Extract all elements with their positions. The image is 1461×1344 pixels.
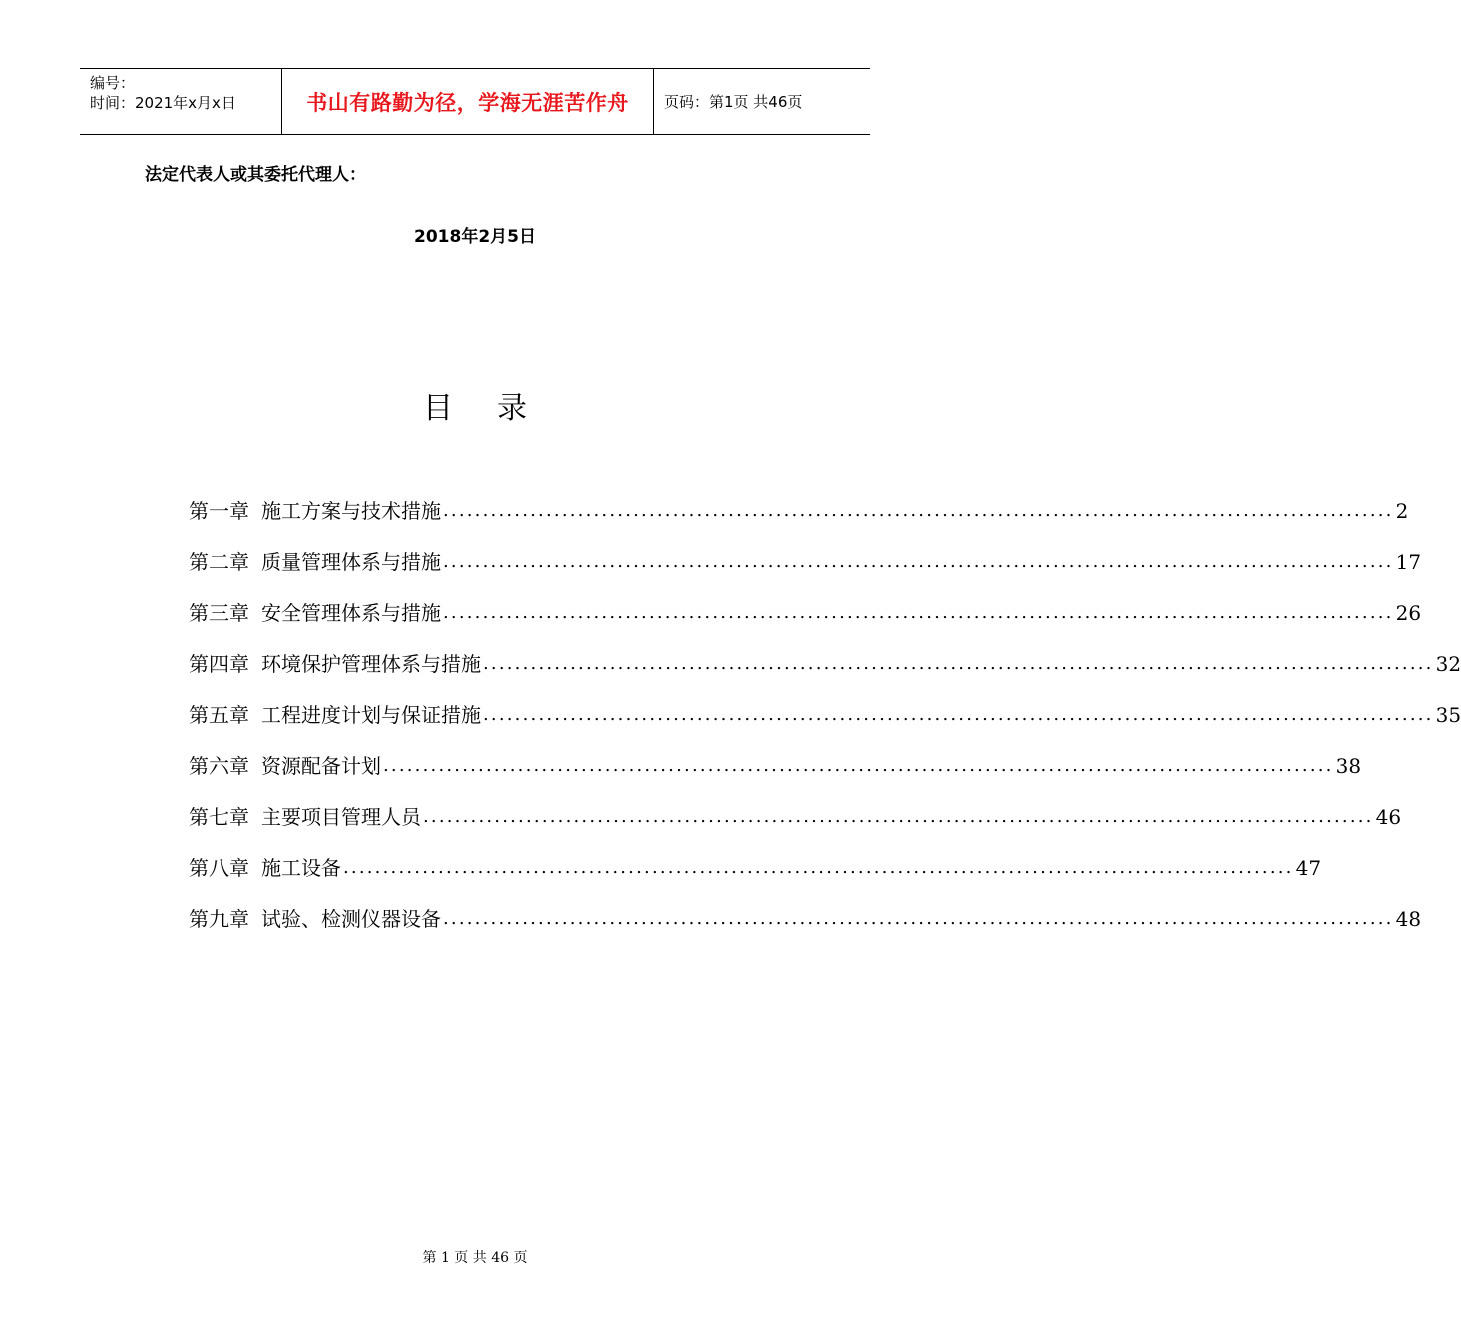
toc-item-title: 试验、检测仪器设备 [261, 907, 441, 931]
toc-page-number: 2 [1395, 499, 1409, 523]
toc-item-title: 施工方案与技术措施 [261, 499, 441, 523]
toc-item[interactable] [189, 751, 1362, 802]
toc-chapter: 第九章 [189, 907, 249, 931]
toc-item-title: 工程进度计划与保证措施 [261, 703, 481, 727]
toc-chapter: 第六章 [189, 754, 249, 778]
toc-dot-leader: ........................................................................................................................ [343, 857, 1294, 878]
toc-page-number: 46 [1375, 805, 1402, 829]
toc-chapter: 第三章 [189, 601, 249, 625]
toc-chapter: 第二章 [189, 550, 249, 574]
toc-item[interactable] [189, 802, 1402, 853]
toc-chapter: 第一章 [189, 499, 249, 523]
toc-page-number: 17 [1395, 550, 1422, 574]
number-label: 编号： [90, 74, 136, 92]
page-footer: 第 1 页 共 46 页 [422, 1250, 528, 1266]
page-info: 页码：第1页 共46页 [664, 93, 803, 111]
toc-item[interactable] [189, 853, 1322, 904]
toc-page-number: 35 [1435, 703, 1461, 727]
toc-page-number: 48 [1395, 907, 1422, 931]
toc-dot-leader: ........................................................................................................................ [483, 704, 1434, 725]
toc-dot-leader: ........................................................................................................................ [443, 551, 1394, 572]
time-label: 时间：2021年x月x日 [90, 94, 236, 112]
toc-item-title: 质量管理体系与措施 [261, 550, 441, 574]
toc-chapter: 第五章 [189, 703, 249, 727]
toc-dot-leader: ........................................................................................................................ [443, 602, 1394, 623]
representative-label: 法定代表人或其委托代理人： [145, 165, 366, 185]
header-page-info-cell [654, 69, 870, 134]
toc-item[interactable] [189, 547, 1422, 598]
toc-dot-leader: ........................................................................................................................ [443, 908, 1394, 929]
toc-page-number: 47 [1295, 856, 1322, 880]
toc-dot-leader: ........................................................................................................................ [483, 653, 1434, 674]
toc-page-number: 26 [1395, 601, 1422, 625]
toc-page-number: 38 [1335, 754, 1362, 778]
toc-item[interactable] [189, 700, 1461, 751]
table-of-contents [189, 496, 1461, 955]
toc-chapter: 第四章 [189, 652, 249, 676]
toc-item-title: 环境保护管理体系与措施 [261, 652, 481, 676]
toc-item-title: 主要项目管理人员 [261, 805, 421, 829]
toc-title-left: 目 [423, 391, 453, 426]
header-meta [80, 69, 282, 134]
toc-title-right: 录 [497, 391, 527, 426]
toc-item-title: 安全管理体系与措施 [261, 601, 441, 625]
toc-dot-leader: ........................................................................................................................ [383, 755, 1334, 776]
toc-title [0, 383, 950, 427]
toc-dot-leader: ........................................................................................................................ [423, 806, 1374, 827]
toc-item[interactable] [189, 649, 1461, 700]
toc-dot-leader: ........................................................................................................................ [443, 500, 1394, 521]
toc-item-title: 资源配备计划 [261, 754, 381, 778]
document-date: 2018年2月5日 [414, 227, 536, 247]
toc-chapter: 第八章 [189, 856, 249, 880]
toc-item[interactable] [189, 598, 1422, 649]
toc-item[interactable] [189, 904, 1422, 955]
toc-chapter: 第七章 [189, 805, 249, 829]
toc-page-number: 32 [1435, 652, 1461, 676]
header-motto-cell [282, 69, 654, 134]
motto: 书山有路勤为径，学海无涯苦作舟 [306, 90, 629, 115]
toc-item-title: 施工设备 [261, 856, 341, 880]
toc-item[interactable] [189, 496, 1409, 547]
page-header [80, 68, 870, 135]
